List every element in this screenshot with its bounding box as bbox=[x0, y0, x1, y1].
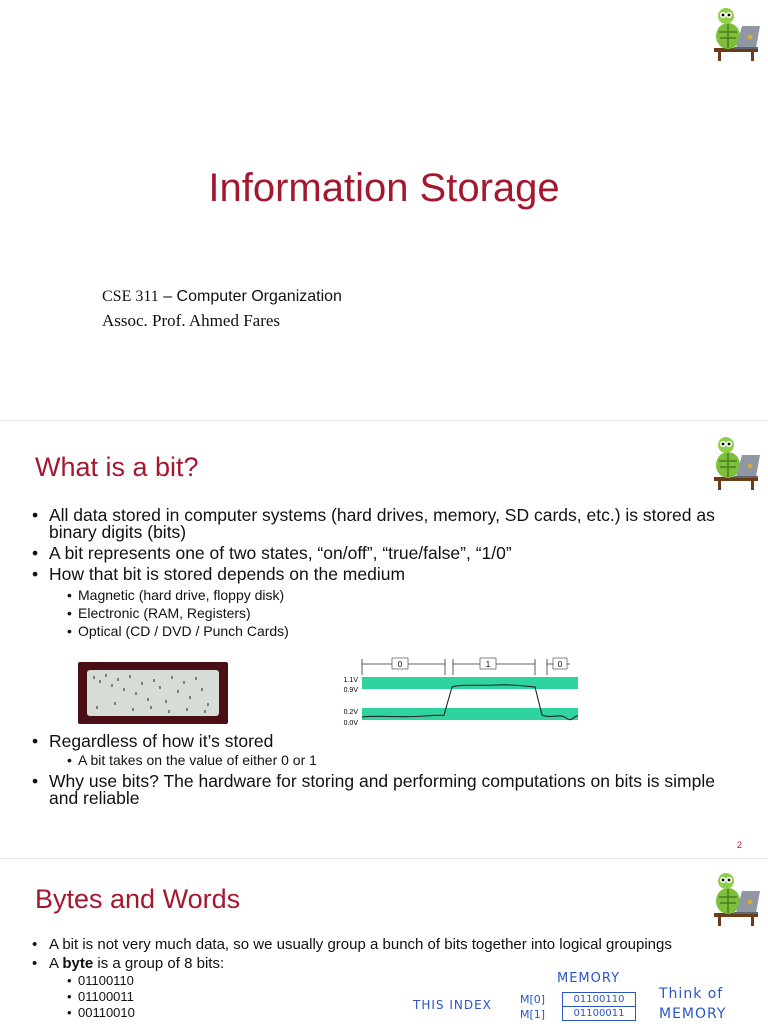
byte-example: • 01100011 bbox=[49, 989, 730, 1005]
bit-label-0: 0 bbox=[397, 660, 403, 669]
memory-cell-1: 01100011 bbox=[562, 1006, 636, 1021]
turtle-laptop-icon bbox=[706, 4, 764, 62]
bullet-regardless bbox=[30, 733, 730, 769]
bullet-two-states: • A bit represents one of two states, “on/off”, “true/false”, “1/0” bbox=[30, 545, 730, 562]
byte-example: • 01100110 bbox=[49, 973, 730, 989]
memory-cell-0: 01100110 bbox=[562, 992, 636, 1007]
bullet-medium-text: How that bit is stored depends on the medium bbox=[49, 564, 406, 584]
bullet-byte-post: is a group of 8 bits: bbox=[93, 955, 225, 972]
bit-label-2: 0 bbox=[557, 660, 563, 669]
course-name: – Computer Organization bbox=[158, 288, 342, 305]
bit-bullets-bottom bbox=[30, 733, 730, 811]
turtle-laptop-icon bbox=[706, 433, 764, 491]
punch-card-face bbox=[87, 670, 219, 716]
voltage-label: 1.1V bbox=[343, 677, 358, 684]
bullet-medium bbox=[30, 566, 730, 640]
media-optical: • Optical (CD / DVD / Punch Cards) bbox=[49, 622, 730, 640]
voltage-label: 0.9V bbox=[343, 687, 358, 694]
turtle-laptop-icon bbox=[706, 869, 764, 927]
voltage-waveform bbox=[330, 655, 580, 730]
voltage-label: 0.2V bbox=[343, 709, 358, 716]
slide-heading: Bytes and Words bbox=[35, 884, 241, 914]
professor-name: Assoc. Prof. Ahmed Fares bbox=[102, 311, 281, 330]
course-line bbox=[102, 288, 342, 306]
bullet-regardless-text: Regardless of how it’s stored bbox=[49, 731, 274, 751]
slide-heading: What is a bit? bbox=[35, 452, 199, 482]
handwritten-m0: M[0] bbox=[520, 993, 546, 1006]
title-slide bbox=[0, 0, 768, 420]
voltage-label: 0.0V bbox=[343, 720, 358, 727]
punch-card-image bbox=[78, 662, 228, 724]
low-voltage-band bbox=[362, 708, 578, 720]
media-list bbox=[49, 586, 730, 640]
bullet-data-stored: • All data stored in computer systems (hard drives, memory, SD cards, etc.) is stored as binary digits (bits) bbox=[30, 507, 730, 541]
handwritten-memory-label: MEMORY bbox=[557, 971, 621, 986]
handwritten-m1: M[1] bbox=[520, 1008, 546, 1021]
bit-bullets-top bbox=[30, 507, 730, 644]
media-electronic: • Electronic (RAM, Registers) bbox=[49, 604, 730, 622]
punch-card-holes bbox=[87, 670, 219, 716]
handwritten-index-note: THIS INDEX bbox=[413, 998, 492, 1012]
course-code: CSE 311 bbox=[102, 288, 159, 305]
handwritten-memory-note: MEMORY bbox=[659, 1006, 727, 1022]
page-number: 2 bbox=[736, 840, 742, 850]
byte-example: • 00110010 bbox=[49, 1005, 730, 1021]
handwritten-think-note: Think of bbox=[659, 986, 724, 1002]
sub-bullet-0-or-1: • A bit takes on the value of either 0 or 1 bbox=[49, 751, 730, 769]
bit-label-1: 1 bbox=[485, 660, 491, 669]
bullet-why-bits: • Why use bits? The hardware for storing and performing computations on bits is simple and reliable bbox=[30, 773, 730, 807]
value-list bbox=[49, 751, 730, 769]
presentation-title: Information Storage bbox=[208, 166, 560, 210]
bullet-byte-pre: A bbox=[49, 955, 63, 972]
bullet-byte-bold: byte bbox=[62, 955, 94, 972]
bullet-grouping: • A bit is not very much data, so we usually group a bunch of bits together into logical groupings bbox=[30, 937, 730, 953]
high-voltage-band bbox=[362, 677, 578, 689]
media-magnetic: • Magnetic (hard drive, floppy disk) bbox=[49, 586, 730, 604]
